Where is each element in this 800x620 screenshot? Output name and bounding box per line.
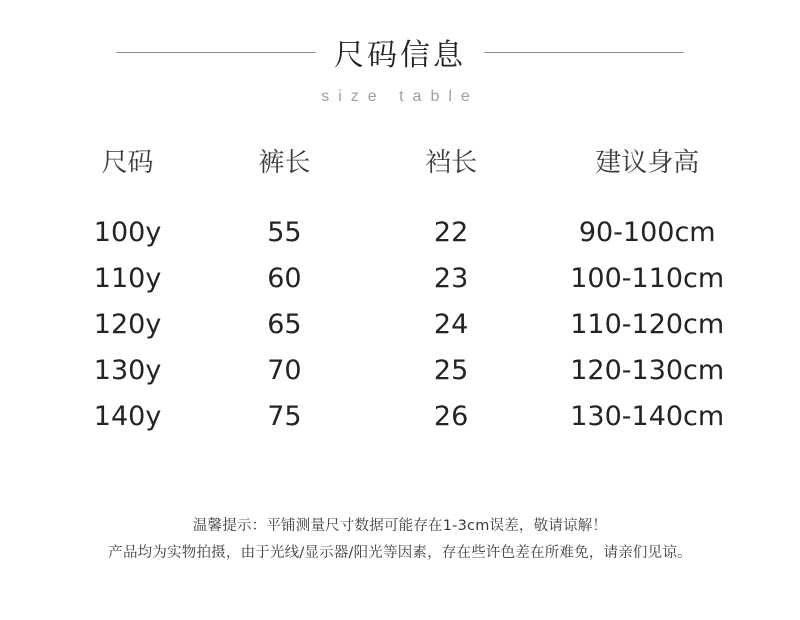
cell-size: 130y bbox=[93, 354, 162, 386]
cell-size: 120y bbox=[93, 308, 162, 340]
cell-pant-length: 75 bbox=[267, 400, 302, 432]
size-table bbox=[0, 142, 800, 439]
title-row bbox=[0, 30, 800, 74]
cell-suggested-height: 110-120cm bbox=[570, 308, 725, 340]
cell-crotch-length: 22 bbox=[433, 216, 469, 248]
page-title: 尺码信息 bbox=[334, 38, 466, 73]
cell-suggested-height: 100-110cm bbox=[570, 262, 725, 294]
table-header-row bbox=[40, 142, 760, 179]
cell-crotch-length: 24 bbox=[433, 308, 469, 340]
table-row bbox=[40, 347, 760, 393]
title-rule-right bbox=[484, 52, 684, 53]
cell-crotch-length: 23 bbox=[433, 262, 469, 294]
cell-suggested-height: 120-130cm bbox=[570, 354, 725, 386]
cell-pant-length: 65 bbox=[267, 308, 302, 340]
cell-size: 100y bbox=[93, 216, 162, 248]
table-row bbox=[40, 393, 760, 439]
title-rule-left bbox=[116, 52, 316, 53]
note-measurement-tolerance: 温馨提示：平铺测量尺寸数据可能存在1-3cm误差，敬请谅解！ bbox=[192, 517, 608, 534]
cell-size: 110y bbox=[93, 262, 162, 294]
column-header-size: 尺码 bbox=[101, 148, 154, 178]
note-color-difference: 产品均为实物拍摄，由于光线/显示器/阳光等因素，存在些许色差在所难免，请亲们见谅。 bbox=[108, 545, 692, 562]
page-header bbox=[0, 0, 800, 106]
cell-pant-length: 55 bbox=[267, 216, 302, 248]
page-subtitle: size table bbox=[321, 88, 479, 105]
table-row bbox=[40, 209, 760, 255]
column-header-pant-length: 裤长 bbox=[258, 148, 311, 178]
table-row bbox=[40, 301, 760, 347]
cell-size: 140y bbox=[93, 400, 162, 432]
cell-pant-length: 70 bbox=[267, 354, 302, 386]
cell-crotch-length: 25 bbox=[433, 354, 469, 386]
footer-notes bbox=[0, 513, 800, 568]
cell-suggested-height: 130-140cm bbox=[570, 400, 725, 432]
cell-suggested-height: 90-100cm bbox=[578, 216, 716, 248]
column-header-crotch-length: 裆长 bbox=[425, 148, 478, 178]
table-row bbox=[40, 255, 760, 301]
column-header-suggested-height: 建议身高 bbox=[595, 148, 700, 178]
cell-pant-length: 60 bbox=[267, 262, 302, 294]
cell-crotch-length: 26 bbox=[433, 400, 469, 432]
